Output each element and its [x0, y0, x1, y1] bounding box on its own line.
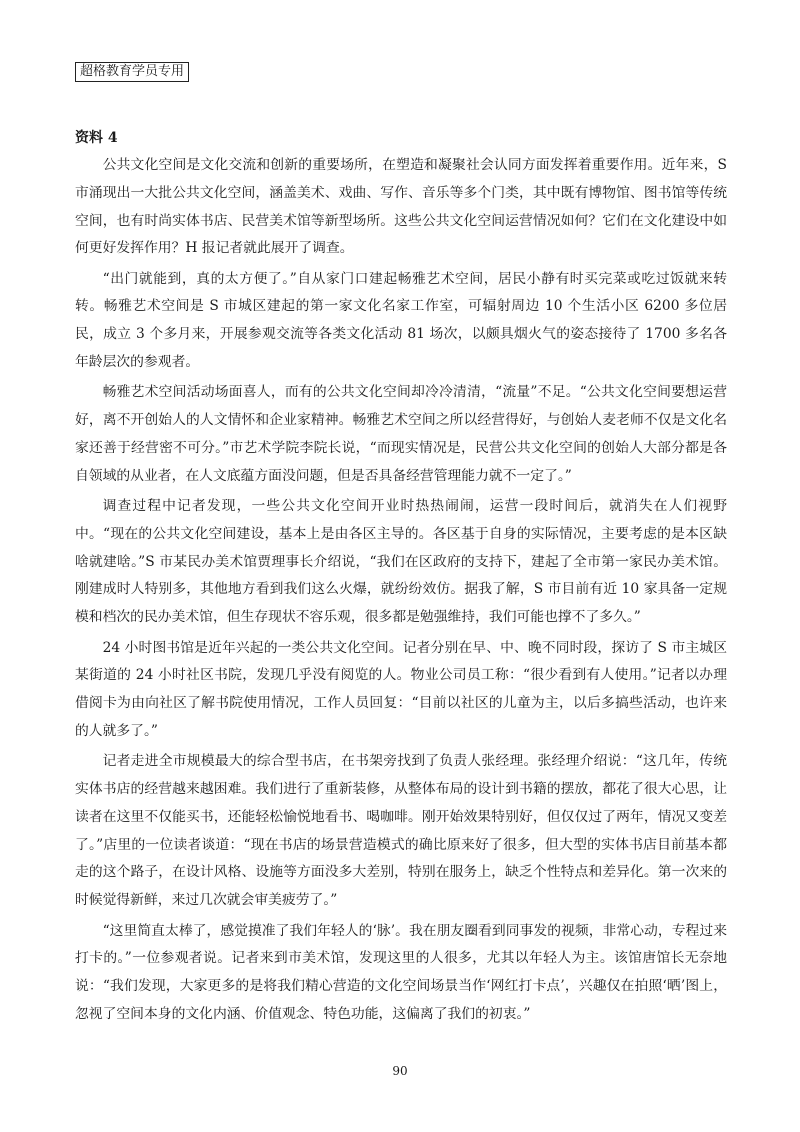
- paragraph-24h-library: 24 小时图书馆是近年兴起的一类公共文化空间。记者分别在早、中、晚不同时段，探访了 S 市主城区某街道的 24 小时社区书院，发现几乎没有阅览的人。物业公司员工称：“很少看到有人使用。”记者以办理借阅卡为由向社区了解书院使用情况，工作人员回复：“目前以社区的儿童为主，以后多搞些活动，也许来的人就多了。”: [75, 639, 727, 739]
- paragraph-art-museum: “这里简直太棒了，感觉摸准了我们年轻人的‘脉’。我在朋友圈看到同事发的视频，非常心动，专程过来打卡的。”一位参观者说。记者来到市美术馆，发现这里的人很多，尤其以年轻人为主。该馆唐馆长无奈地说：“我们发现，大家更多的是将我们精心营造的文化空间场景当作‘网红打卡点’，兴趣仅在拍照‘晒’图上，忽视了空间本身的文化内涵、价值观念、特色功能，这偏离了我们的初衷。”: [75, 922, 727, 1022]
- section-heading: 资料 4: [75, 130, 118, 146]
- paragraph-private-museum: 调查过程中记者发现，一些公共文化空间开业时热热闹闹，运营一段时间后，就消失在人们视野中。“现在的公共文化空间建设，基本上是由各区主导的。各区基于自身的实际情况，主要考虑的是本区缺啥就建啥。”S 市某民办美术馆贾理事长介绍说，“我们在区政府的支持下，建起了全市第一家民办美术馆。刚建成时人特别多，其他地方看到我们这么火爆，就纷纷效仿。据我了解，S 市目前有近 10 家具备一定规模和档次的民办美术馆，但生存现状不容乐观，很多都是勉强维持，我们可能也撑不了多久。”: [75, 498, 727, 626]
- document-body: [75, 124, 727, 1029]
- page-number: 90: [392, 1064, 408, 1078]
- paragraph-intro: 公共文化空间是文化交流和创新的重要场所，在塑造和凝聚社会认同方面发挥着重要作用。近年来，S 市涌现出一大批公共文化空间，涵盖美术、戏曲、写作、音乐等多个门类，其中既有博物馆、图书馆等传统空间，也有时尚实体书店、民营美术馆等新型场所。这些公共文化空间运营情况如何？它们在文化建设中如何更好发挥作用？H 报记者就此展开了调查。: [75, 157, 727, 257]
- paragraph-changya-management: 畅雅艺术空间活动场面喜人，而有的公共文化空间却冷冷清清，“流量”不足。“公共文化空间要想运营好，离不开创始人的人文情怀和企业家精神。畅雅艺术空间之所以经营得好，与创始人麦老师不仅是文化名家还善于经营密不可分。”市艺术学院李院长说，“而现实情况是，民营公共文化空间的创始人大部分都是各自领域的从业者，在人文底蕴方面没问题，但是否具备经营管理能力就不一定了。”: [75, 384, 727, 484]
- paragraph-bookstore: 记者走进全市规模最大的综合型书店，在书架旁找到了负责人张经理。张经理介绍说：“这几年，传统实体书店的经营越来越困难。我们进行了重新装修，从整体布局的设计到书籍的摆放，都花了很大心思，让读者在这里不仅能买书，还能轻松愉悦地看书、喝咖啡。刚开始效果特别好，但仅仅过了两年，情况又变差了。”店里的一位读者谈道：“现在书店的场景营造模式的确比原来好了很多，但大型的实体书店目前基本都走的这个路子，在设计风格、设施等方面没多大差别，特别在服务上，缺乏个性特点和差异化。第一次来的时候觉得新鲜，来过几次就会审美疲劳了。”: [75, 753, 727, 909]
- watermark-label: 超格教育学员专用: [75, 62, 189, 82]
- paragraph-changya-residents: “出门就能到，真的太方便了。”自从家门口建起畅雅艺术空间，居民小静有时买完菜或吃过饭就来转转。畅雅艺术空间是 S 市城区建起的第一家文化名家工作室，可辐射周边 10 个生活小区 6200 多位居民，成立 3 个多月来，开展参观交流等各类文化活动 81 场次，以颇具烟火气的姿态接待了 1700 多名各年龄层次的参观者。: [75, 270, 727, 371]
